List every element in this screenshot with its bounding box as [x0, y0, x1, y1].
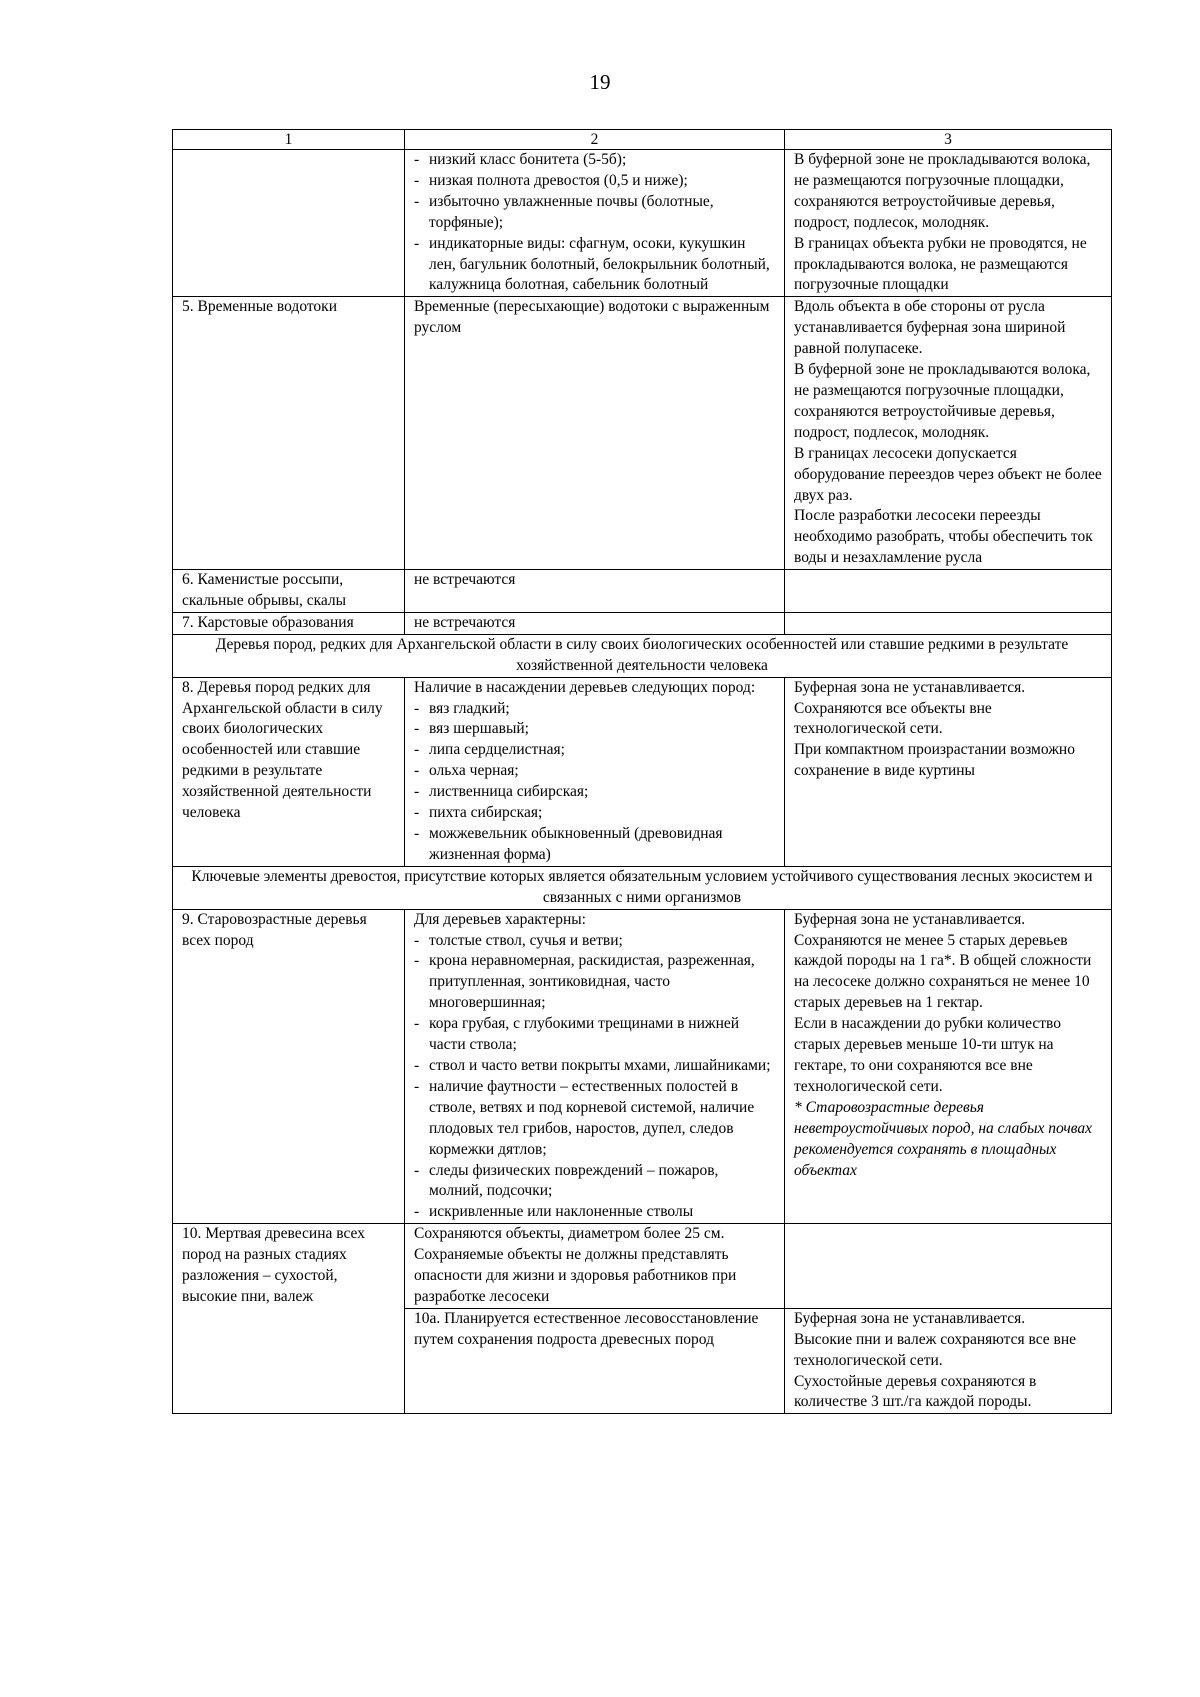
list-item: - искривленные или наклоненные стволы [414, 1202, 776, 1223]
measure-text: Высокие пни и валеж сохраняются все вне технологической сети. [794, 1330, 1077, 1369]
column-header-1: 1 [173, 130, 405, 150]
object-cell [173, 150, 405, 297]
list-item: - лиственница сибирская; [414, 782, 776, 803]
measures-cell [785, 909, 1112, 1224]
table-row [173, 1224, 1112, 1309]
list-item: - толстые ствол, сучья и ветви; [414, 931, 776, 952]
criteria-cell: не встречаются [405, 612, 785, 634]
measure-text: В буферной зоне не прокладываются волока, не размещаются погрузочные площадки, сохраняются ветроустойчивые деревья, подрост, подлесок, молодняк. [794, 361, 1091, 441]
footnote-text: * Старовозрастные деревья неветроустойчивых пород, на слабых почвах рекомендуется сохранять в площадных объектах [794, 1098, 1093, 1179]
measure-text: Сухостойные деревья сохраняются в количестве 3 шт./га каждой породы. [794, 1372, 1037, 1411]
section-heading: Ключевые элементы древостоя, присутствие которых является обязательным условием устойчивого существования лесных экосистем и связанных с ними организмов [173, 866, 1112, 909]
section-heading: Деревья пород, редких для Архангельской области в силу своих биологических особенностей или ставшие редкими в результате хозяйственной деятельности человека [173, 634, 1112, 677]
measures-cell [785, 297, 1112, 570]
list-item: - ствол и часто ветви покрыты мхами, лишайниками; [414, 1056, 776, 1077]
measure-text: Буферная зона не устанавливается. [794, 910, 1026, 928]
criteria-intro: Для деревьев характерны: [414, 910, 586, 928]
list-item: - ольха черная; [414, 761, 776, 782]
list-item: - следы физических повреждений – пожаров, молний, подсочки; [414, 1161, 776, 1203]
section-row [173, 866, 1112, 909]
criteria-list [414, 699, 776, 866]
list-item: - низкий класс бонитета (5-5б); [414, 150, 776, 171]
object-cell: 9. Старовозрастные деревья всех пород [173, 909, 405, 1224]
criteria-cell: Временные (пересыхающие) водотоки с выраженным руслом [405, 297, 785, 570]
measure-text: Вдоль объекта в обе стороны от русла устанавливается буферная зона шириной равной полупасеке. [794, 298, 1066, 358]
criteria-text: Сохраняемые объекты не должны представлять опасности для жизни и здоровья работников при разработке лесосеки [414, 1246, 737, 1305]
criteria-intro: Наличие в насаждении деревьев следующих пород: [414, 678, 756, 696]
list-item: - низкая полнота древостоя (0,5 и ниже); [414, 171, 776, 192]
measure-text: В границах объекта рубки не проводятся, не прокладываются волока, не размещаются погрузочные площадки [794, 234, 1087, 294]
measure-text: Если в насаждении до рубки количество старых деревьев меньше 10-ти штук на гектаре, то они сохраняются все вне технологической сети. [794, 1015, 1061, 1095]
criteria-cell [405, 1224, 785, 1309]
list-item: - кора грубая, с глубокими трещинами в нижней части ствола; [414, 1014, 776, 1056]
object-cell: 8. Деревья пород редких для Архангельской области в силу своих биологических особенностей или ставшие редкими в результате хозяйственной деятельности человека [173, 677, 405, 866]
list-item: - вяз шершавый; [414, 719, 776, 740]
section-row [173, 634, 1112, 677]
list-item: - вяз гладкий; [414, 699, 776, 720]
criteria-text: Сохраняются объекты, диаметром более 25 см. [414, 1225, 725, 1243]
criteria-cell [405, 909, 785, 1224]
criteria-cell [405, 150, 785, 297]
list-item: - можжевельник обыкновенный (древовидная жизненная форма) [414, 824, 776, 866]
criteria-list [414, 150, 776, 296]
measure-text: При компактном произрастании возможно сохранение в виде куртины [794, 741, 1075, 780]
criteria-list [414, 931, 776, 1224]
measures-cell [785, 612, 1112, 634]
list-item: - пихта сибирская; [414, 803, 776, 824]
table-row [173, 909, 1112, 1224]
list-item: - крона неравномерная, раскидистая, разреженная, притупленная, зонтиковидная, часто многовершинная; [414, 951, 776, 1014]
table-header-row [173, 130, 1112, 150]
list-item: - липа сердцелистная; [414, 740, 776, 761]
object-cell: 10. Мертвая древесина всех пород на разных стадиях разложения – сухостой, высокие пни, валеж [173, 1224, 405, 1414]
table-row [173, 570, 1112, 613]
object-cell: 7. Карстовые образования [173, 612, 405, 634]
table-row [173, 612, 1112, 634]
page-number: 19 [589, 70, 611, 94]
measure-text: Сохраняются не менее 5 старых деревьев каждой породы на 1 га*. В общей сложности на лесосеке должно сохраняться не менее 10 старых деревьев на 1 гектар. [794, 931, 1092, 1012]
measure-text: В буферной зоне не прокладываются волока, не размещаются погрузочные площадки, сохраняются ветроустойчивые деревья, подрост, подлесок, молодняк. [794, 151, 1091, 231]
object-cell: 5. Временные водотоки [173, 297, 405, 570]
measure-text: Буферная зона не устанавливается. [794, 1309, 1026, 1327]
object-cell: 6. Каменистые россыпи, скальные обрывы, скалы [173, 570, 405, 613]
criteria-cell: не встречаются [405, 570, 785, 613]
measures-cell [785, 1224, 1112, 1309]
table-row [173, 150, 1112, 297]
measure-text: Буферная зона не устанавливается. [794, 678, 1026, 696]
list-item: - индикаторные виды: сфагнум, осоки, кукушкин лен, багульник болотный, белокрыльник болотный, калужница болотная, сабельник болотный [414, 234, 776, 297]
criteria-table [172, 129, 1112, 1414]
table-row [173, 677, 1112, 866]
criteria-cell: 10а. Планируется естественное лесовосстановление путем сохранения подроста древесных пород [405, 1308, 785, 1414]
table-row [173, 297, 1112, 570]
measure-text: Сохраняются все объекты вне технологической сети. [794, 699, 992, 738]
measures-cell [785, 150, 1112, 297]
column-header-3: 3 [785, 130, 1112, 150]
column-header-2: 2 [405, 130, 785, 150]
measures-cell [785, 1308, 1112, 1414]
measures-cell [785, 570, 1112, 613]
measure-text: В границах лесосеки допускается оборудование переездов через объект не более двух раз. [794, 444, 1102, 504]
list-item: - наличие фаутности – естественных полостей в стволе, ветвях и под корневой системой, наличие плодовых тел грибов, наростов, дупел, следов кормежки дятлов; [414, 1077, 776, 1161]
list-item: - избыточно увлажненные почвы (болотные, торфяные); [414, 192, 776, 234]
measure-text: После разработки лесосеки переезды необходимо разобрать, чтобы обеспечить ток воды и незахламление русла [794, 507, 1093, 567]
criteria-cell [405, 677, 785, 866]
measures-cell [785, 677, 1112, 866]
